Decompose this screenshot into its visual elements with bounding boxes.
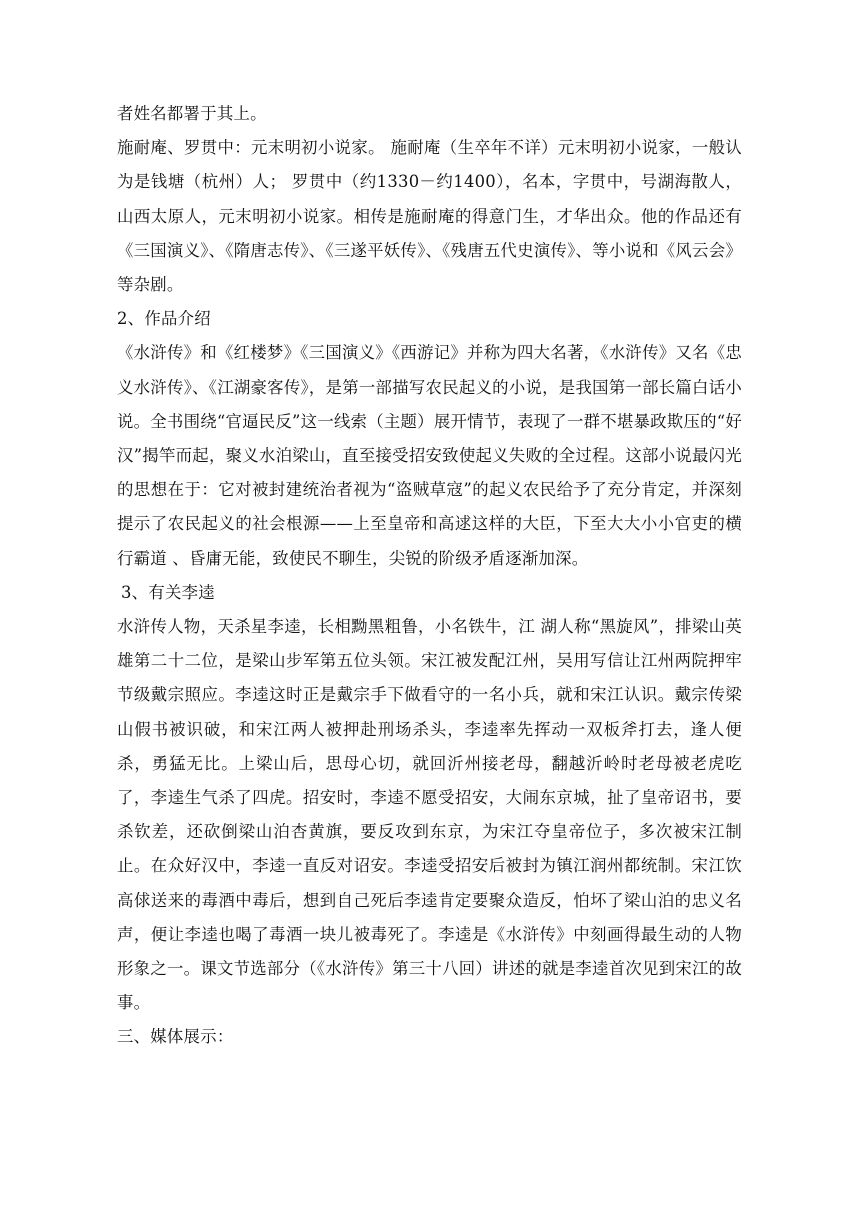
document-body: [117, 97, 742, 1055]
heading-li-kui: 3、有关李逵: [121, 582, 215, 602]
paragraph-authors: 施耐庵、罗贯中：元末明初小说家。 施耐庵（生卒年不详）元末明初小说家，一般认为是钱塘（杭州）人； 罗贯中（约1330－约1400），名本，字贯中，号湖海散人，山西太原人，元末明初小说家。相传是施耐庵的得意门生，才华出众。他的作品还有《三国演义》、《隋唐志传》、《三遂平妖传》、《残唐五代史演传》、等小说和《风云会》等杂剧。: [117, 138, 742, 295]
paragraph-works-intro: 《水浒传》和《红楼梦》《三国演义》《西游记》并称为四大名著，《水浒传》又名《忠义水浒传》、《江湖豪客传》，是第一部描写农民起义的小说，是我国第一部长篇白话小说。全书围绕“官逼民反”这一线索（主题）展开情节，表现了一群不堪暴政欺压的“好汉”揭竿而起，聚义水泊梁山，直至接受招安致使起义失败的全过程。这部小说最闪光的思想在于：它对被封建统治者视为“盗贼草寇”的起义农民给予了充分肯定，并深刻提示了农民起义的社会根源——上至皇帝和高逑这样的大臣，下至大大小小官吏的横行霸道 、昏庸无能，致使民不聊生，尖锐的阶级矛盾逐渐加深。: [117, 343, 742, 568]
paragraph-continued: 者姓名都署于其上。: [117, 104, 267, 123]
heading-media-display: 三、媒体展示：: [117, 1027, 234, 1047]
paragraph-li-kui: 水浒传人物，天杀星李逵，长相黝黑粗鲁，小名铁牛，江 湖人称“黑旋风”，排梁山英雄第二十二位，是梁山步军第五位头领。宋江被发配江州，吴用写信让江州两院押牢节级戴宗照应。李逵这时正是戴宗手下做看守的一名小兵，就和宋江认识。戴宗传梁山假书被识破，和宋江两人被押赴刑场杀头，李逵率先挥动一双板斧打去，逢人便杀，勇猛无比。上梁山后，思母心切，就回沂州接老母，翻越沂岭时老母被老虎吃了，李逵生气杀了四虎。招安时，李逵不愿受招安，大闹东京城，扯了皇帝诏书，要杀钦差，还砍倒梁山泊杏黄旗，要反攻到东京，为宋江夺皇帝位子，多次被宋江制止。在众好汉中，李逵一直反对诏安。李逵受招安后被封为镇江润州都统制。宋江饮高俅送来的毒酒中毒后，想到自己死后李逵肯定要聚众造反，怕坏了梁山泊的忠义名声，便让李逵也喝了毒酒一块儿被毒死了。李逵是《水浒传》中刻画得最生动的人物形象之一。课文节选部分（《水浒传》第三十八回）讲述的就是李逵首次见到宋江的故事。: [117, 617, 742, 1013]
heading-works-intro: 2、作品介绍: [117, 309, 211, 329]
